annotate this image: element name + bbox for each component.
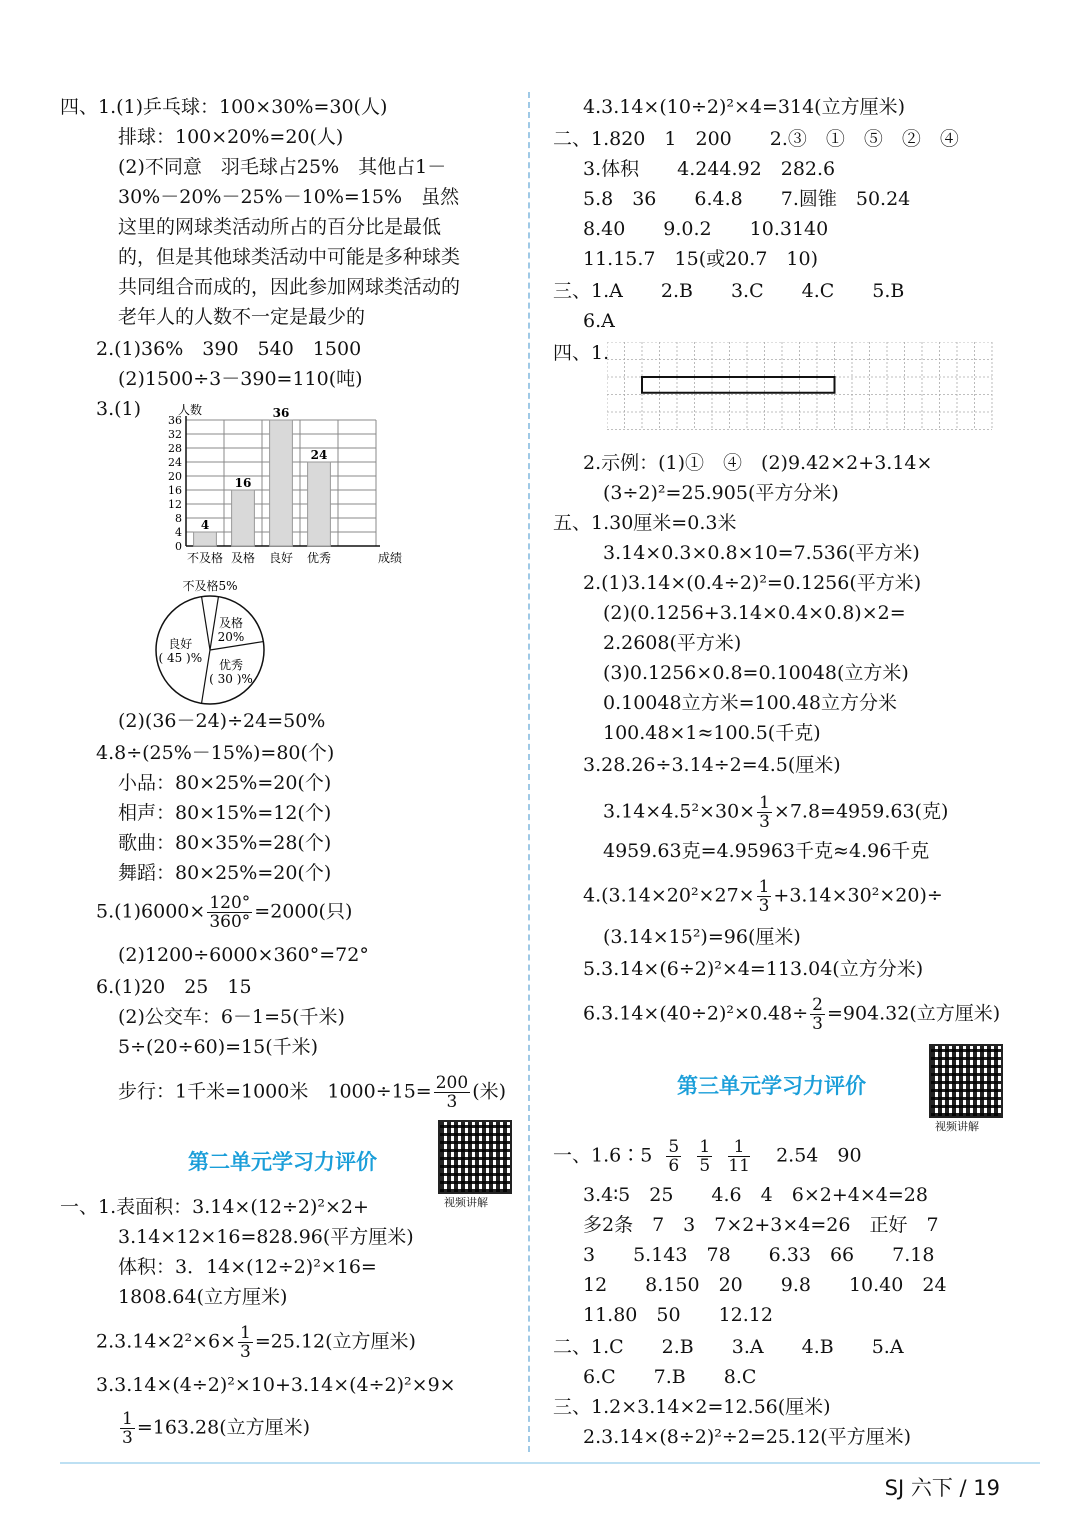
y-tick-label: 8 [175,512,182,525]
answer-line: 3.28.26÷3.14÷2=4.5(厘米) [583,754,841,776]
answer-line: 2.(1)3.14×(0.4÷2)²=0.1256(平方米) [583,572,922,594]
answer-line: (3)0.1256×0.8=0.10048(立方米) [603,662,909,684]
y-axis-label: 人数 [178,403,203,417]
slice-percent: 20% [217,629,245,644]
bar [308,462,331,546]
x-tick-label: 优秀 [306,551,332,565]
answer-line: 二、1.820 1 200 2.③ ① ⑤ ② ④ [553,128,959,150]
fraction: $\frac{2}{3}$ [812,995,823,1034]
answer-line: (2)(0.1256+3.14×0.4×0.8)×2= [603,602,906,624]
answer-line: 一、1.表面积：3.14×(12÷2)²×2+ [60,1196,369,1218]
x-tick-label: 及格 [230,551,256,565]
answer-line: 2.示例：(1)① ④ (2)9.42×2+3.14× [583,452,933,474]
answer-line: 的，但是其他球类活动中可能是多种球类 [118,246,461,268]
data-label: 4 [200,518,210,532]
answer-line: 3 5.143 78 6.33 66 7.18 [583,1244,935,1266]
bar-chart [150,392,480,572]
column-divider [528,92,530,1452]
answer-line: 一、1.6∶5 $\frac{5}{6}$ $\frac{1}{5}$ $\frac{1}{11}$ 2.54 90 [553,1137,862,1176]
y-tick-label: 16 [168,484,182,497]
fraction: $\frac{5}{6}$ [668,1137,680,1176]
y-tick-label: 12 [168,498,182,511]
slice-label: 良好 [168,637,193,651]
data-label: 24 [310,448,328,462]
answer-line: 体积：3．14×(12÷2)²×16= [118,1256,377,1278]
grid-drawing [607,342,997,432]
answer-line: 3.3.14×(4÷2)²×10+3.14×(4÷2)²×9× [96,1374,456,1396]
answer-line: 11.15.7 15(或20.7 10) [583,248,819,270]
answer-line: 3.体积 4.244.92 282.6 [583,158,836,180]
answer-line: 歌曲：80×35%=28(个) [118,832,332,854]
answer-line: 3.14×0.3×0.8×10=7.536(平方米) [603,542,920,564]
fraction: $\frac{1}{3}$ [758,877,770,916]
bar [194,532,217,546]
bar [232,490,255,546]
y-tick-label: 32 [168,428,182,441]
answer-line: 2.3.14×(8÷2)²÷2=25.12(平方厘米) [583,1426,912,1448]
answer-line: 12 8.150 20 9.8 10.40 24 [583,1274,947,1296]
answer-line: 二、1.C 2.B 3.A 4.B 5.A [553,1336,904,1358]
answer-line: 4.3.14×(10÷2)²×4=314(立方厘米) [583,96,905,118]
qr-caption: 视频讲解 [935,1120,979,1133]
answer-line: 6.(1)20 25 15 [96,976,252,998]
answer-line: 四、1. [553,342,610,364]
x-tick-label: 良好 [268,551,294,565]
y-tick-label: 0 [175,540,182,553]
answer-line: (2)1200÷6000×360°=72° [118,944,369,966]
pie-chart [120,572,300,712]
answer-line: 3.4∶5 25 4.6 4 6×2+4×4=28 [583,1184,928,1206]
answer-line: 多2条 7 3 7×2+3×4=26 正好 7 [583,1214,939,1236]
slice-label: 及格 [218,615,244,630]
answer-line: 2.2608(平方米) [603,632,742,654]
answer-line: 3.14×12×16=828.96(平方厘米) [118,1226,414,1248]
answer-line: 相声：80×15%=12(个) [118,802,332,824]
answer-line: 100.48×1≈100.5(千克) [603,722,821,744]
answer-line: 4.8÷(25%－15%)=80(个) [96,742,335,764]
data-label: 16 [234,476,252,490]
bar [270,420,293,546]
fraction: $\frac{1}{11}$ [728,1137,750,1176]
qr-code[interactable] [438,1120,512,1194]
answer-line: 30%－20%－25%－10%=15% 虽然 [118,186,460,208]
answer-line: (2)公交车：6－1=5(千米) [118,1006,345,1028]
answer-line: 5÷(20÷60)=15(千米) [118,1036,319,1058]
y-tick-label: 36 [168,414,182,427]
answer-line: (2)1500÷3－390=110(吨) [118,368,363,390]
answer-line: 三、1.A 2.B 3.C 4.C 5.B [553,280,905,302]
answer-line: 3.14×4.5²×30× $\frac{1}{3}$ ×7.8=4959.63(克) [603,793,949,832]
slice-label: 不及格5% [182,579,238,593]
answer-line: 6.C 7.B 8.C [583,1366,757,1388]
answer-line: 2.(1)36% 390 540 1500 [96,338,362,360]
answer-line: 6.A [583,310,615,332]
y-tick-label: 24 [168,456,182,469]
answer-line: $\frac{1}{3}$ =163.28(立方厘米) [122,1409,311,1448]
answer-line: 共同组合而成的，因此参加网球类活动的 [118,276,461,298]
y-tick-label: 20 [168,470,182,483]
fraction: $\frac{1}{5}$ [699,1137,711,1176]
fraction: $\frac{120^\circ}{360^\circ}$ [209,893,251,932]
answer-line: 这里的网球类活动所占的百分比是最低 [118,216,442,238]
answer-line: 4.(3.14×20²×27× $\frac{1}{3}$ +3.14×30²×20)÷ [583,877,943,916]
answer-line: 五、1.30厘米=0.3米 [553,512,737,534]
answer-line: 5.3.14×(6÷2)²×4=113.04(立方分米) [583,958,924,980]
answer-line: 5.(1)6000× $\frac{120^\circ}{360^\circ}$ =2000(只) [96,893,353,932]
qr-caption: 视频讲解 [444,1196,488,1209]
answer-line: 四、1.(1)乒乓球：100×30%=30(人) [60,96,388,118]
answer-line: 2.3.14×2²×6× $\frac{1}{3}$ =25.12(立方厘米) [96,1323,416,1362]
answer-line: (3÷2)²=25.905(平方分米) [603,482,839,504]
fraction: $\frac{1}{3}$ [759,793,770,832]
fraction: $\frac{200}{3}$ [435,1073,469,1112]
answer-line: 老年人的人数不一定是最少的 [118,306,366,328]
answer-line: 0.10048立方米=100.48立方分米 [603,692,897,714]
y-tick-label: 4 [175,526,182,539]
x-axis-label: 成绩 [378,551,403,565]
answer-line: 三、1.2×3.14×2=12.56(厘米) [553,1396,831,1418]
answer-line: (2)不同意 羽毛球占25% 其他占1－ [118,156,447,178]
y-tick-label: 28 [168,442,182,455]
answer-line: 8.40 9.0.2 10.3140 [583,218,829,240]
x-tick-label: 不及格 [186,551,224,565]
answer-line: 排球：100×20%=20(人) [118,126,344,148]
answer-line: 11.80 50 12.12 [583,1304,773,1326]
answer-line: (2)(36－24)÷24=50% [118,710,326,732]
slice-label: 优秀 [218,658,244,673]
slice-percent: ( 30 )% [209,672,253,687]
answer-line: 1808.64(立方厘米) [118,1286,288,1308]
answer-line: 3.(1) [96,398,142,420]
unit3-title: 第三单元学习力评价 [677,1074,866,1098]
qr-code[interactable] [929,1044,1003,1118]
footer-rule [60,1462,1040,1464]
unit2-title: 第二单元学习力评价 [188,1150,377,1174]
fraction: $\frac{1}{3}$ [122,1409,133,1448]
slice-percent: ( 45 )% [158,651,203,665]
answer-line: 4959.63克=4.95963千克≈4.96千克 [603,840,930,862]
fraction: $\frac{1}{3}$ [240,1323,251,1362]
answer-line: 步行：1千米=1000米 1000÷15= $\frac{200}{3}$ (米) [118,1073,507,1112]
data-label: 36 [272,406,290,420]
answer-line: (3.14×15²)=96(厘米) [603,926,801,948]
answer-line: 5.8 36 6.4.8 7.圆锥 50.24 [583,188,911,210]
answer-line: 6.3.14×(40÷2)²×0.48÷ $\frac{2}{3}$ =904.32(立方厘米) [583,995,1001,1034]
answer-line: 舞蹈：80×25%=20(个) [118,862,332,884]
answer-line: 小品：80×25%=20(个) [118,772,332,794]
drawn-rectangle [642,377,835,393]
page-number: SJ 六下 / 19 [884,1476,1000,1500]
